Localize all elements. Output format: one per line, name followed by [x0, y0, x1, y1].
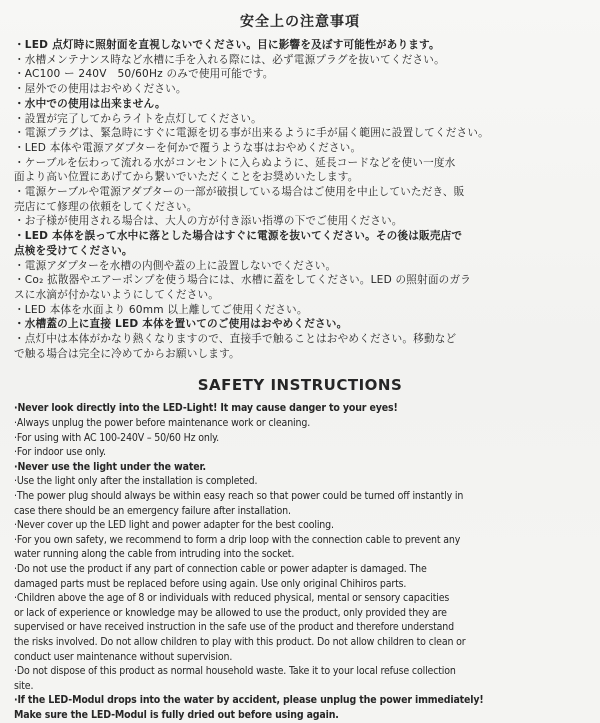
en-instruction-line: ·Do not dispose of this product as normal household waste. Take it to your local refuse collection [14, 665, 456, 678]
jp-instruction-line: ・電源ケーブルや電源アダプターの一部が破損している場合はご使用を中止していただき、販 [14, 186, 465, 199]
jp-instruction-line: 売店にて修理の依頼をしてください。 [14, 200, 198, 213]
en-instruction-line: Make sure the LED-Modul is fully dried out before using again. [14, 708, 339, 721]
en-instruction-line: the risks involved. Do not allow children to play with this product. Do not allow children to clean or [14, 635, 466, 648]
en-instruction-line: or lack of experience or knowledge may be allowed to use the product, only provided they are [14, 606, 447, 619]
jp-instruction-line: ・ケーブルを伝わって流れる水がコンセントに入らぬように、延長コードなどを使い一度水 [14, 156, 456, 169]
jp-instruction-line: ・水槽メンテナンス時など水槽に手を入れる際には、必ず電源プラグを抜いてください。 [14, 53, 445, 66]
en-instruction-line: conduct user maintenance without supervision. [14, 650, 233, 663]
en-instruction-line: ·Children above the age of 8 or individuals with reduced physical, mental or sensory capacities [14, 592, 450, 605]
en-instruction-line: ·For using with AC 100-240V – 50/60 Hz only. [14, 431, 219, 444]
en-instruction-line: ·Do not use the product if any part of connection cable or power adapter is damaged. The [14, 563, 427, 575]
jp-instruction-line: ・AC100 ー 240V 50/60Hz のみで使用可能です。 [14, 68, 274, 81]
jp-instruction-line: ・設置が完了してからライトを点灯してください。 [14, 112, 262, 125]
en-instruction-line: ·The power plug should always be within easy reach so that power could be turned off instantly in [14, 490, 464, 503]
jp-title: 安全上の注意事項 [240, 14, 360, 30]
en-instruction-line: ·Use the light only after the installation is completed. [14, 475, 258, 488]
jp-instruction-line: スに水滴が付かないようにしてください。 [14, 288, 220, 301]
jp-instruction-line: ・点灯中は本体がかなり熱くなりますので、直接手で触ることはおやめください。移動など [14, 333, 457, 346]
jp-instruction-line: 点検を受けてください。 [14, 244, 133, 257]
jp-instruction-line: ・Co₂ 拡散器やエアーポンプを使う場合には、水槽に蓋をしてください。LED の照射面のガラ [14, 274, 472, 287]
jp-instruction-line: ・お子様が使用される場合は、大人の方が付き添い指導の下でご使用ください。 [14, 215, 403, 228]
jp-instruction-line: ・LED 本体や電源アダプターを何かで覆うような事はおやめください。 [14, 141, 362, 154]
jp-instruction-line: ・電源プラグは、緊急時にすぐに電源を切る事が出来るように手が届く範囲に設置してください。 [14, 127, 489, 140]
jp-instruction-line: ・電源アダプターを水槽の内側や蓋の上に設置しないでください。 [14, 259, 337, 272]
en-instruction-line: site. [14, 679, 34, 692]
en-instruction-line: damaged parts must be replaced before using again. Use only original Chihiros parts. [14, 577, 407, 590]
en-instruction-line: ·Never look directly into the LED-Light! It may cause danger to your eyes! [14, 402, 398, 415]
en-instruction-list [14, 401, 586, 722]
en-instruction-line: ·For indoor use only. [14, 446, 106, 459]
jp-instruction-line: ・LED 点灯時に照射面を直視しないでください。目に影響を及ぼす可能性があります。 [14, 39, 440, 51]
en-instruction-line: water running along the cable from intruding into the socket. [14, 548, 295, 561]
en-instruction-line: ·Never use the light under the water. [14, 460, 206, 473]
en-instruction-line: ·Always unplug the power before maintenance work or cleaning. [14, 417, 311, 430]
en-instruction-line: supervised or have received instruction in the safe use of the product and therefore understand [14, 621, 454, 634]
jp-instruction-line: ・屋外での使用はおやめください。 [14, 83, 187, 96]
jp-instruction-line: ・LED 本体を水面より 60mm 以上離してご使用ください。 [14, 303, 308, 316]
en-instruction-line: ·If the LED-Modul drops into the water by accident, please unplug the power immediately! [14, 694, 484, 707]
jp-instruction-line: ・LED 本体を誤って水中に落とした場合はすぐに電源を抜いてください。その後は販売店で [14, 230, 463, 243]
jp-instruction-line: 面より高い位置にあげてから繋いでいただくことをお奨めいたします。 [14, 171, 359, 184]
en-title: SAFETY INSTRUCTIONS [197, 376, 403, 395]
en-instruction-line: ·For you own safety, we recommend to form a drip loop with the connection cable to prevent any [14, 533, 461, 546]
en-instruction-line: ·Never cover up the LED light and power adapter for the best cooling. [14, 519, 334, 532]
jp-instruction-list [14, 38, 586, 361]
en-instruction-line: case there should be an emergency failure after installation. [14, 504, 291, 517]
jp-instruction-line: ・水中での使用は出来ません。 [14, 97, 166, 110]
jp-instruction-line: ・水槽蓋の上に直接 LED 本体を置いてのご使用はおやめください。 [14, 318, 348, 331]
jp-instruction-line: で触る場合は完全に冷めてからお願いします。 [14, 347, 240, 360]
